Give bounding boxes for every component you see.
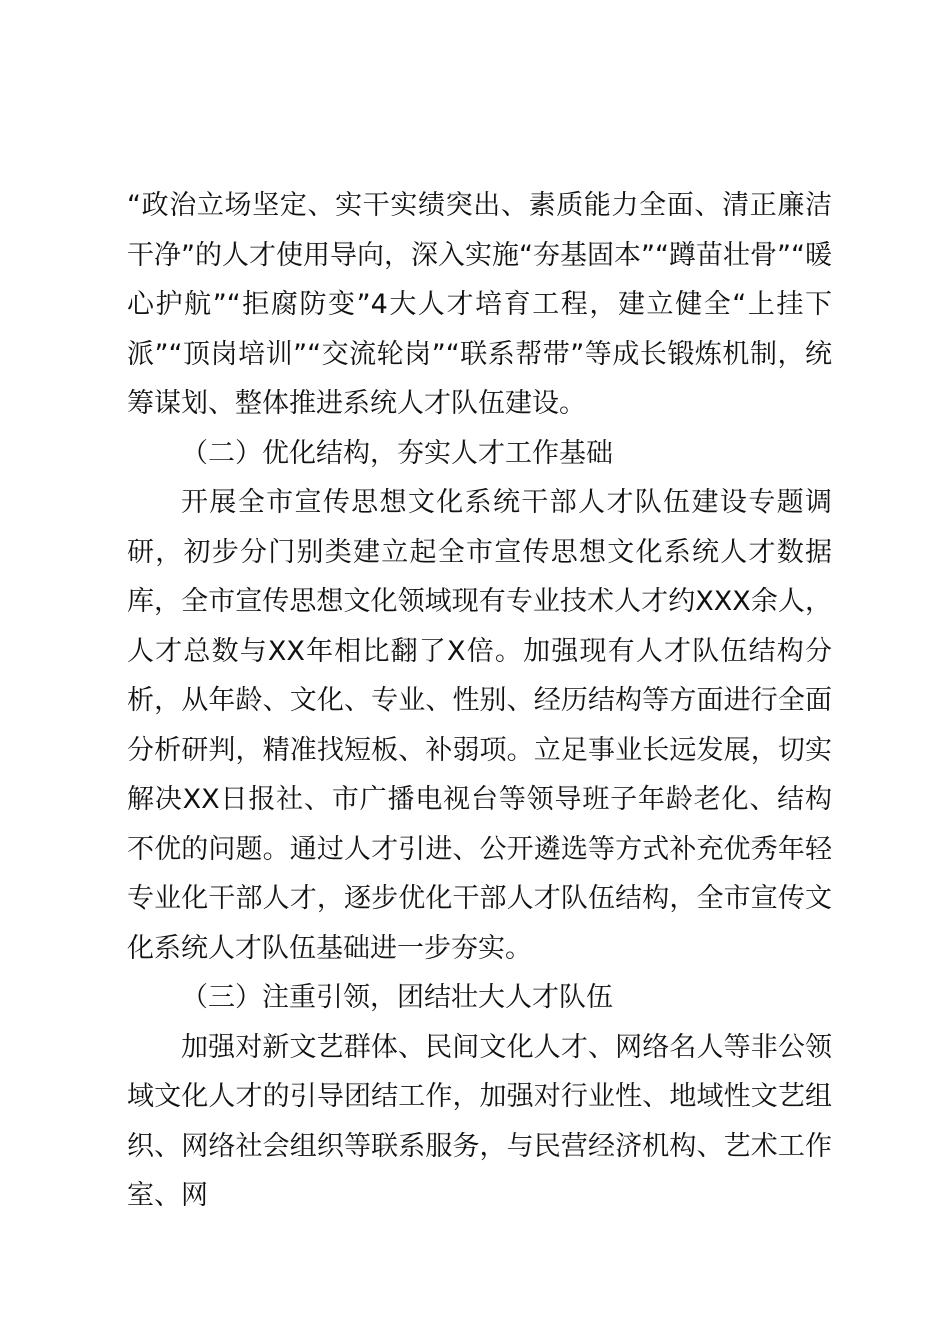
paragraph-political-standards: “政治立场坚定、实干实绩突出、素质能力全面、清正廉洁干净”的人才使用导向，深入实施“夯基固本”“蹲苗壮骨”“暖心护航”“拒腐防变”4大人才培育工程，建立健全“上挂下派”“顶岗培训”“交流轮岗”“联系帮带”等成长锻炼机制，统筹谋划、整体推进系统人才队伍建设。 — [127, 190, 832, 419]
section-heading-guidance: （三）注重引领，团结壮大人才队伍 — [181, 982, 613, 1013]
paragraph-new-art-groups: 加强对新文艺群体、民间文化人才、网络名人等非公领域文化人才的引导团结工作，加强对行业性、地域性文艺组织、网络社会组织等联系服务，与民营经济机构、艺术工作室、网 — [127, 1031, 832, 1211]
paragraph-talent-research: 开展全市宣传思想文化系统干部人才队伍建设专题调研，初步分门别类建立起全市宣传思想文化系统人才数据库，全市宣传思想文化领域现有专业技术人才约XXX余人，人才总数与XX年相比翻了X倍。加强现有人才队伍结构分析，从年龄、文化、专业、性别、经历结构等方面进行全面分析研判，精准找短板、补弱项。立足事业长远发展，切实解决XX日报社、市广播电视台等领导班子年龄老化、结构不优的问题。通过人才引进、公开遴选等方式补充优秀年轻专业化干部人才，逐步优化干部人才队伍结构，全市宣传文化系统人才队伍基础进一步夯实。 — [127, 487, 832, 964]
document-body — [127, 181, 832, 1221]
section-heading-optimize-structure: （二）优化结构，夯实人才工作基础 — [181, 437, 613, 469]
